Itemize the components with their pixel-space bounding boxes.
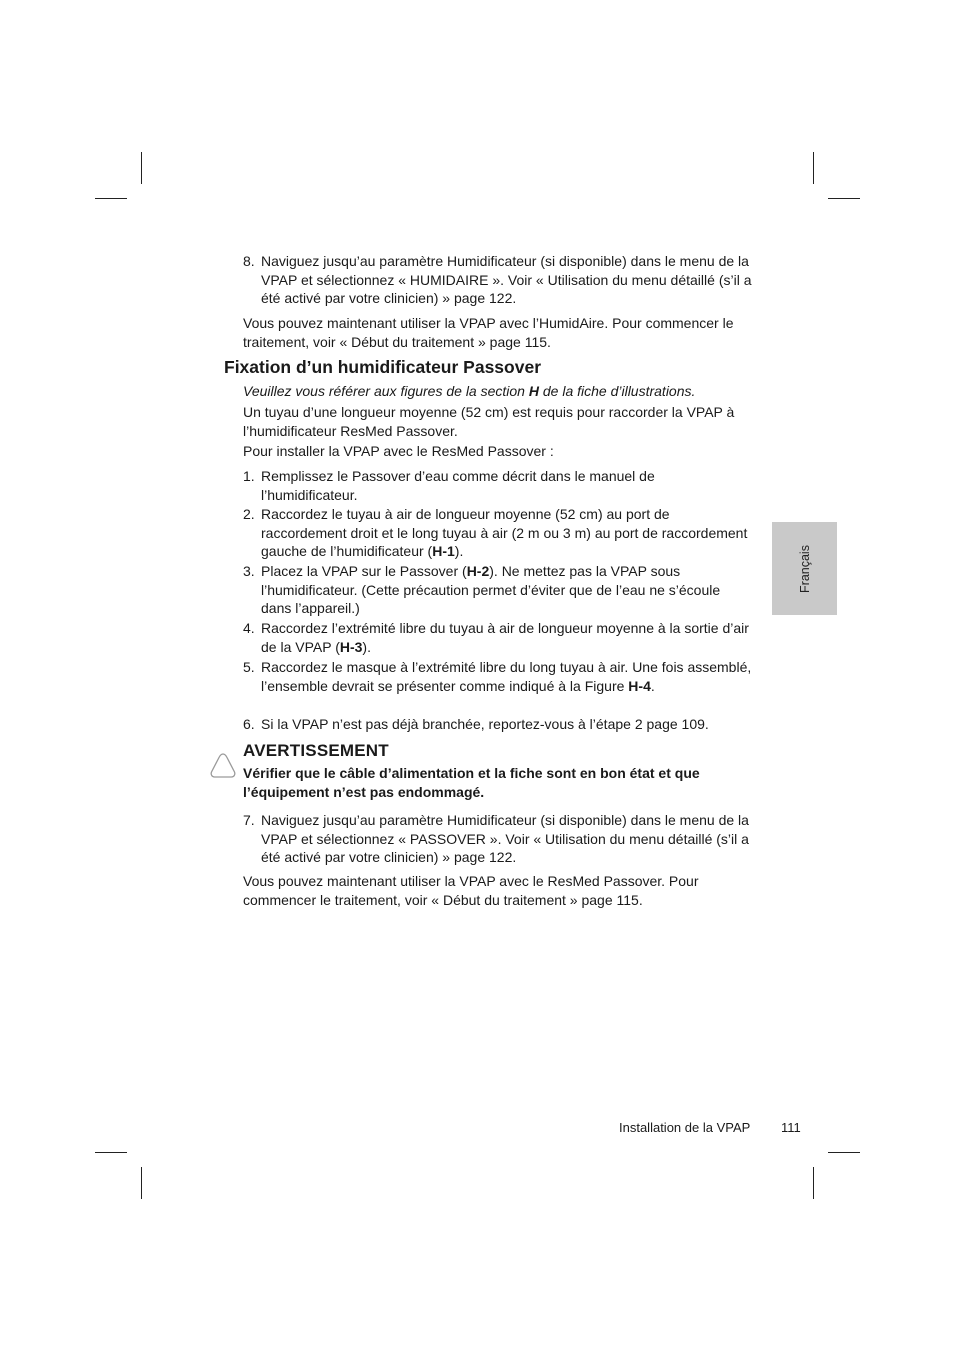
crop-mark (141, 1167, 142, 1199)
step-7 (243, 811, 753, 867)
figure-ref: H-3 (339, 638, 363, 655)
step-text-main: Raccordez le masque à l’extrémité libre du long tuyau à air. Une fois assemblé, l’ensemble devrait se présenter comme indiqué à la Figure (261, 659, 752, 694)
step-text: Remplissez le Passover d’eau comme décrit dans le manuel de l’humidificateur. (261, 468, 655, 503)
step-text-main: ). Ne mettez pas la VPAP sous l’humidificateur. (Cette précaution permet d’éviter que de l’eau ne s’écoule dans l’appareil.) (261, 563, 721, 616)
figure-ref: H-2 (466, 563, 490, 579)
figure-ref: H-4 (628, 677, 651, 694)
step-text (261, 619, 753, 656)
step-number: 1. (243, 468, 255, 484)
step-number: 6. (243, 716, 255, 732)
section-title: Fixation d’un humidificateur Passover (224, 357, 542, 377)
step-number: 8. (243, 253, 255, 269)
crop-mark (813, 152, 814, 184)
crop-mark (141, 152, 142, 184)
step-number: 5. (243, 659, 255, 675)
step-1 (243, 467, 753, 504)
step-6 (243, 715, 753, 734)
warning-icon (208, 751, 238, 781)
step-number: 2. (243, 506, 255, 522)
figure-reference (243, 382, 753, 401)
step-text-after: ). (362, 638, 371, 655)
warning-text: Vérifier que le câble d’alimentation et la fiche sont en bon état et que l’équipement n’est pas endommagé. (243, 765, 700, 800)
install-intro: Pour installer la VPAP avec le ResMed Passover : (243, 443, 554, 459)
step-text-after: ). (454, 543, 464, 559)
step-text-main: Raccordez le tuyau à air de longueur moyenne (52 cm) au port de raccordement droit et le long tuyau à air (2 m ou 3 m) au port de raccordement gauche de l’humidificateur ( (261, 506, 748, 559)
step-text-after: . (650, 677, 655, 694)
step-4 (243, 619, 753, 656)
step-text: Si la VPAP n’est pas déjà branchée, reportez-vous à l’étape 2 page 109. (261, 716, 709, 732)
figure-reference-suffix: de la fiche d’illustrations. (538, 383, 696, 399)
crop-mark (813, 1167, 814, 1199)
crop-mark (828, 1152, 860, 1153)
figure-ref: H-1 (432, 543, 455, 559)
passover-conclusion: Vous pouvez maintenant utiliser la VPAP avec le ResMed Passover. Pour commencer le traitement, voir « Début du traitement » page 115. (243, 873, 699, 908)
step-text (261, 562, 753, 618)
step-text: Naviguez jusqu’au paramètre Humidificateur (si disponible) dans le menu de la VPAP et sélectionnez « HUMIDAIRE ». Voir « Utilisation du menu détaillé (s’il a été activé par votre clinicien) » page 122. (261, 253, 752, 306)
page-number: 111 (781, 1120, 801, 1135)
crop-mark (95, 198, 127, 199)
step-number: 3. (243, 563, 255, 579)
tube-note: Un tuyau d’une longueur moyenne (52 cm) est requis pour raccorder la VPAP à l’humidificateur ResMed Passover. (243, 404, 735, 439)
crop-mark (95, 1152, 127, 1153)
step-2 (243, 505, 753, 561)
crop-mark (828, 198, 860, 199)
warning-title: AVERTISSEMENT (243, 741, 389, 760)
step-text: Naviguez jusqu’au paramètre Humidificateur (si disponible) dans le menu de la VPAP et sélectionnez « PASSOVER ». Voir « Utilisation du menu détaillé (s’il a été activé par votre clinicien) » page 122. (261, 812, 749, 865)
step-text (261, 658, 753, 695)
humidaire-conclusion: Vous pouvez maintenant utiliser la VPAP avec l’HumidAire. Pour commencer le traitement, voir « Début du traitement » page 115. (243, 315, 734, 350)
figure-section-letter: H (528, 383, 539, 399)
figure-reference-prefix: Veuillez vous référer aux figures de la section (243, 383, 529, 399)
step-3 (243, 562, 753, 618)
step-8 (243, 252, 753, 308)
step-text-main: Raccordez l’extrémité libre du tuyau à air de longueur moyenne à la sortie d’air de la VPAP ( (261, 620, 749, 655)
step-5 (243, 658, 753, 695)
step-text-before: Placez la VPAP sur le Passover ( (261, 563, 467, 579)
language-tab (772, 522, 837, 615)
footer-title: Installation de la VPAP (619, 1120, 751, 1135)
language-tab-label: Français (797, 544, 812, 593)
step-text (261, 505, 753, 561)
step-number: 7. (243, 812, 255, 828)
step-number: 4. (243, 620, 255, 636)
